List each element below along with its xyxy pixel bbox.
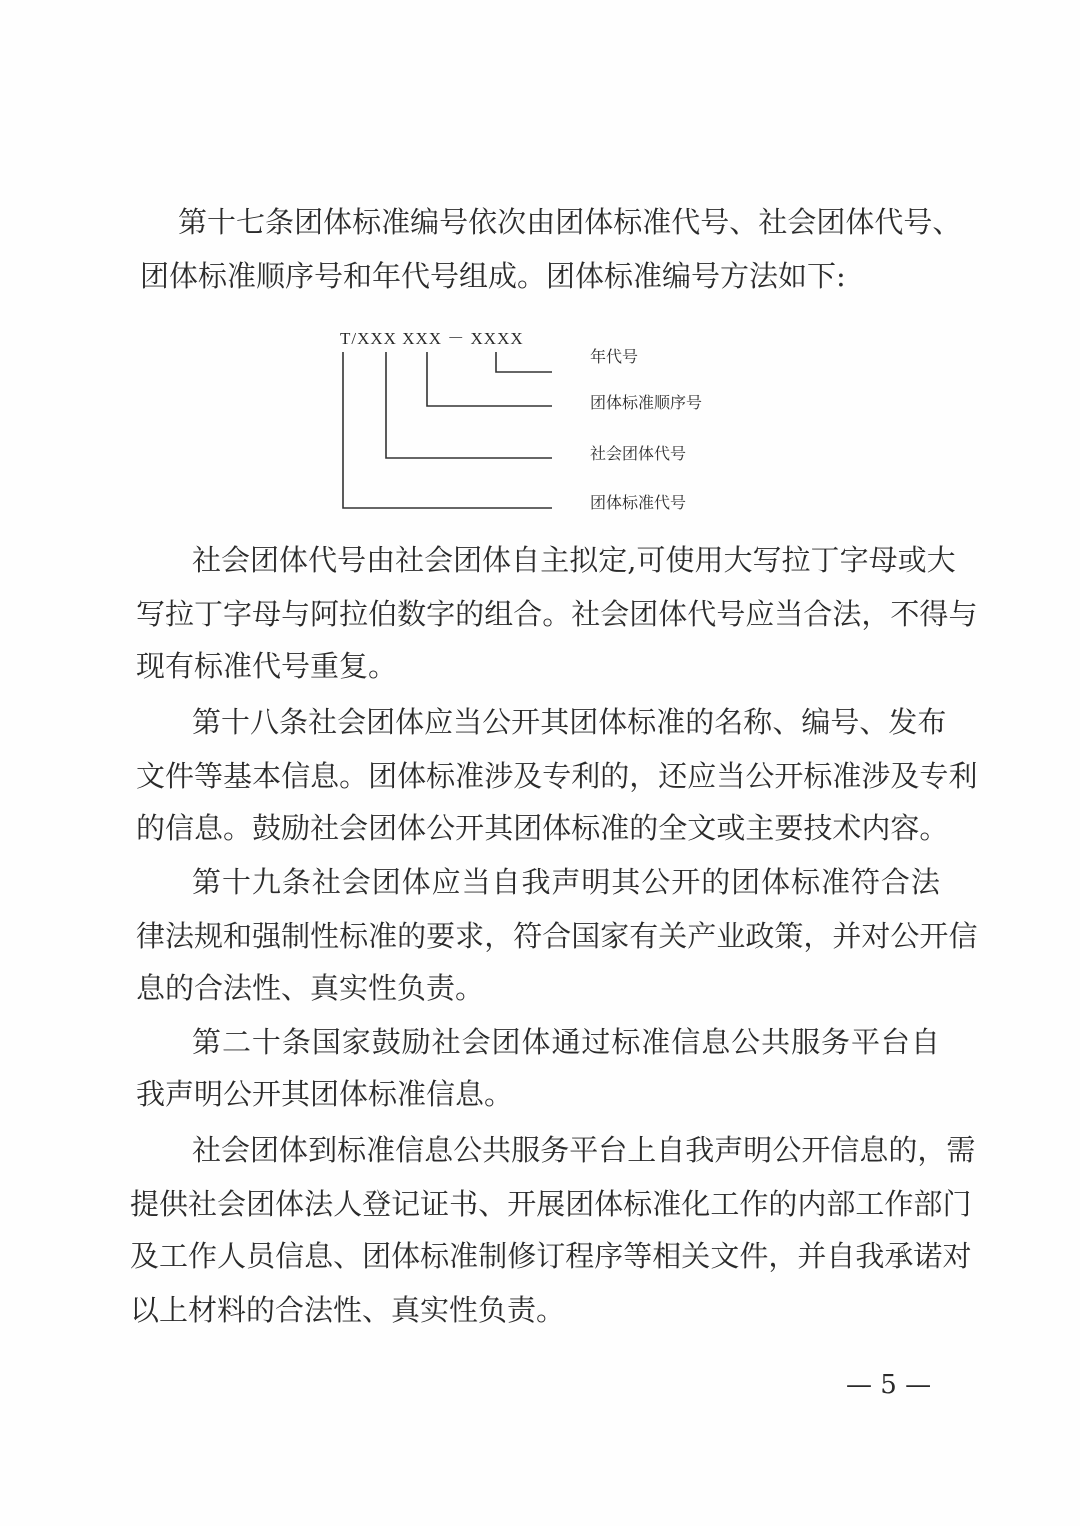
connector-year <box>496 352 552 372</box>
platform-para-line4: 以上材料的合法性、真实性负责。 <box>130 1293 566 1327</box>
platform-para-line3: 及 工 作 人 员 信 息 、 团 体 标 准 制 修 订 程 序 等 相 关 文 件 ， 并 自 我 承 诺 对 <box>130 1239 972 1273</box>
platform-para-line2: 提 供 社 会 团 体 法 人 登 记 证 书 、 开 展 团 体 标 准 化 工 作 的 内 部 工 作 部 门 <box>130 1187 972 1221</box>
platform-para-line1: 社 会 团 体 到 标 准 信 息 公 共 服 务 平 台 上 自 我 声 明 公 开 信 息 的 ， 需 <box>192 1133 976 1167</box>
article19-line1: 第 十 九 条 社 会 团 体 应 当 自 我 声 明 其 公 开 的 团 体 标 准 符 合 法 <box>192 865 940 899</box>
article18-line2: 文 件 等 基 本 信 息 。 团 体 标 准 涉 及 专 利 的 ， 还 应 当 公 开 标 准 涉 及 专 利 <box>136 759 978 793</box>
org-code-para-line2: 写 拉 丁 字 母 与 阿 拉 伯 数 字 的 组 合 。 社 会 团 体 代 号 应 当 合 法 ， 不 得 与 <box>136 597 978 631</box>
label-year: 年代号 <box>590 347 639 366</box>
article17-line1: 第 十 七 条 团 体 标 准 编 号 依 次 由 团 体 标 准 代 号 、 社 会 团 体 代 号 、 <box>178 205 962 239</box>
connector-sequence <box>427 352 552 406</box>
article19-line2: 律 法 规 和 强 制 性 标 准 的 要 求 ， 符 合 国 家 有 关 产 业 政 策 ， 并 对 公 开 信 <box>136 919 978 953</box>
article19-line3: 息的合法性、真实性负责。 <box>136 971 485 1005</box>
connector-org-code <box>386 352 552 458</box>
article18-line3: 的 信 息 。 鼓 励 社 会 团 体 公 开 其 团 体 标 准 的 全 文 或 主 要 技 术 内 容 。 <box>136 811 949 845</box>
label-org-code: 社会团体代号 <box>590 444 687 463</box>
article20-line1: 第 二 十 条 国 家 鼓 励 社 会 团 体 通 过 标 准 信 息 公 共 服 务 平 台 自 <box>192 1025 940 1059</box>
standard-number-format: T/XXX XXX － XXXX <box>340 329 524 348</box>
article18-line1: 第 十 八 条 社 会 团 体 应 当 公 开 其 团 体 标 准 的 名 称 、 编 号 、 发 布 <box>192 705 947 739</box>
org-code-para-line1: 社 会 团 体 代 号 由 社 会 团 体 自 主 拟 定 , 可 使 用 大 写 拉 丁 字 母 或 大 <box>192 543 956 577</box>
org-code-para-line3: 现有标准代号重复。 <box>136 649 398 683</box>
connector-std-code <box>343 352 552 508</box>
label-std-code: 团体标准代号 <box>590 493 687 512</box>
page-number: — 5 — <box>846 1370 932 1400</box>
label-sequence: 团体标准顺序号 <box>590 393 703 412</box>
article20-line2: 我声明公开其团体标准信息。 <box>136 1077 514 1111</box>
article17-line2: 团体标准顺序号和年代号组成。团体标准编号方法如下: <box>140 259 846 293</box>
